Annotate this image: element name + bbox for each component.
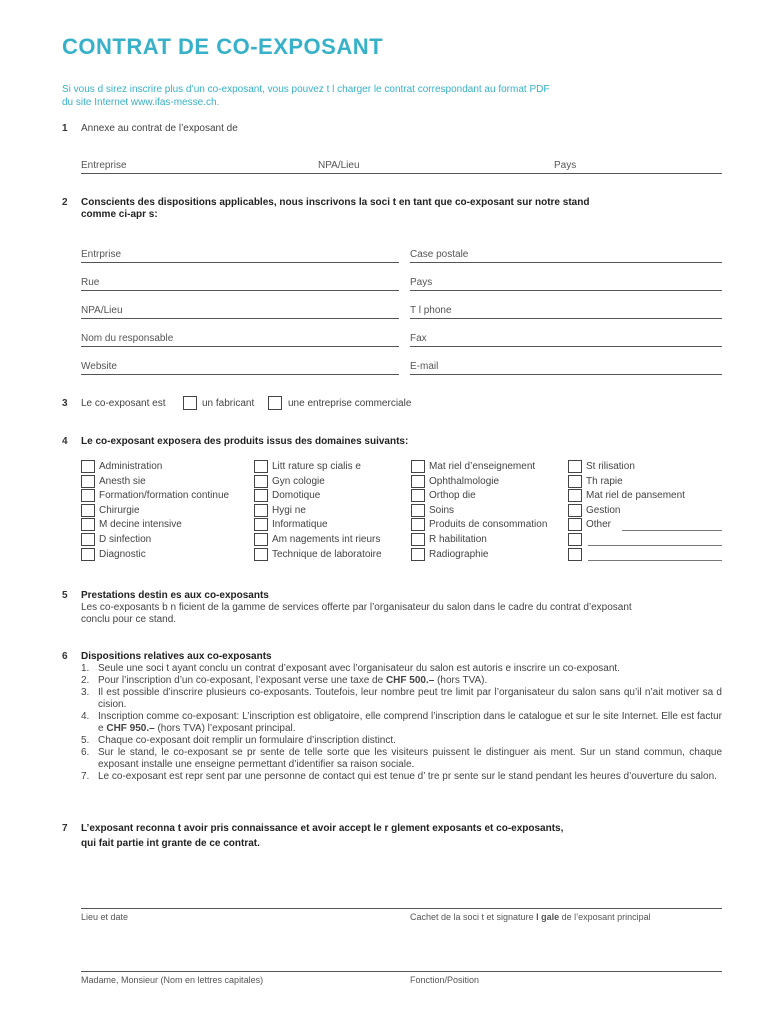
domain-label: St rilisation [586, 461, 635, 472]
domain-label: Informatique [272, 519, 328, 531]
field-case-postale-label: Case postale [410, 249, 469, 260]
section-2-heading [81, 197, 721, 221]
domain-checkbox[interactable] [254, 518, 268, 531]
other-field-line[interactable] [622, 530, 722, 531]
section-3-number: 3 [62, 398, 68, 409]
list-item-number: 4. [81, 711, 90, 722]
other-field-line[interactable] [588, 545, 722, 546]
nom-label: Madame, Monsieur (Nom en lettres capitales) [81, 975, 264, 985]
domain-label: Chirurgie [99, 504, 140, 516]
list-item [81, 771, 722, 783]
section-5-heading: Prestations destin es aux co-exposants [81, 590, 269, 601]
field-npa-label: NPA/Lieu [81, 305, 123, 316]
list-item-text-a: Le co-exposant est repr sent par une personne de contact qui est tenue d’ tre pr sente sur le stand pendant les heures d’ouverture du salon. [98, 771, 717, 782]
list-item [81, 675, 722, 687]
lieu-date-label: Lieu et date [81, 912, 129, 922]
field-entreprise-line[interactable] [81, 262, 399, 263]
list-item-text-c: (hors TVA). [434, 675, 488, 686]
domain-label: Th rapie [586, 475, 623, 487]
field-email-label: E-mail [410, 361, 439, 372]
domain-checkbox[interactable] [568, 460, 582, 473]
domain-checkbox[interactable] [568, 533, 582, 546]
section-2-heading-line-2: comme ci-apr s: [81, 209, 158, 220]
section-6-number: 6 [62, 651, 68, 662]
domain-label: Gyn cologie [272, 475, 325, 487]
section-4-heading: Le co-exposant exposera des produits issus des domaines suivants: [81, 436, 409, 447]
domain-checkbox[interactable] [411, 475, 425, 488]
section-7-line-2: qui fait partie int grante de ce contrat. [81, 838, 260, 849]
list-item-text [98, 663, 722, 675]
list-item-text [98, 711, 722, 735]
section-6-heading: Dispositions relatives aux co-exposants [81, 651, 272, 662]
field-email-line[interactable] [410, 374, 722, 375]
domain-label: D sinfection [99, 534, 152, 545]
section-4-number: 4 [62, 436, 68, 447]
list-item-emphasis: CHF 950.– [106, 723, 155, 734]
domain-checkbox[interactable] [81, 548, 95, 561]
list-item-number: 1. [81, 663, 90, 674]
domain-label: Gestion [586, 504, 621, 516]
section-5-body [81, 590, 726, 626]
intro-text [62, 83, 662, 109]
field-fax-line[interactable] [410, 346, 722, 347]
list-item-number: 3. [81, 687, 90, 698]
domain-label: Formation/formation continue [99, 490, 230, 502]
section-1-number: 1 [62, 123, 68, 134]
entreprise-commerciale-checkbox[interactable] [268, 396, 282, 410]
field-npa-line[interactable] [81, 318, 399, 319]
domain-label: M decine intensive [99, 519, 182, 531]
domain-checkbox[interactable] [81, 504, 95, 517]
list-item-text-a: Chaque co-exposant doit remplir un formulaire d’inscription distinct. [98, 735, 396, 746]
domain-label: Ophthalmologie [429, 475, 500, 487]
domain-checkbox[interactable] [81, 460, 95, 473]
domain-label: Technique de laboratoire [272, 548, 382, 560]
domain-label: Soins [429, 504, 455, 516]
fonction-label: Fonction/Position [410, 975, 480, 985]
entreprise-commerciale-label: une entreprise commerciale [288, 398, 412, 409]
list-item [81, 663, 722, 675]
section-1-field-line[interactable] [81, 173, 722, 174]
field-responsable-line[interactable] [81, 346, 399, 347]
domain-label: R habilitation [429, 534, 487, 545]
page-title: CONTRAT DE CO-EXPOSANT [62, 34, 384, 59]
section-7-number: 7 [62, 823, 68, 834]
domain-checkbox[interactable] [254, 460, 268, 473]
list-item-text-a: Seule une soci t ayant conclu un contrat d’exposant avec l’organisateur du salon est autoris e inscrire un co-exposant. [98, 663, 620, 674]
list-item [81, 747, 722, 771]
field-website-label: Website [81, 361, 117, 372]
intro-line-1: Si vous d sirez inscrire plus d’un co-exposant, vous pouvez t l charger le contrat correspondant au format PDF [62, 84, 550, 95]
signature-line-2[interactable] [81, 971, 722, 972]
domain-label: Litt rature sp cialis e [272, 461, 361, 472]
domain-label: Orthop die [429, 490, 476, 502]
domain-label: Domotique [272, 490, 321, 502]
domain-label: Diagnostic [99, 548, 146, 560]
list-item-text [98, 687, 722, 711]
domain-checkbox[interactable] [81, 518, 95, 531]
field-fax-label: Fax [410, 333, 427, 344]
domain-label: Radiographie [429, 548, 489, 560]
list-item-text-a: Il est possible d’inscrire plusieurs co-exposants. Toutefois, leur nombre peut tre limit par l’organisateur du salon sans qu’il n’ait motiver sa d cision. [98, 687, 722, 710]
section-3-label: Le co-exposant est [81, 398, 166, 409]
domain-label: Administration [99, 461, 163, 472]
domain-checkbox[interactable] [568, 475, 582, 488]
signature-line-1[interactable] [81, 908, 722, 909]
fabricant-label: un fabricant [202, 398, 255, 409]
list-item-number: 6. [81, 747, 90, 758]
field-rue-line[interactable] [81, 290, 399, 291]
intro-line-2: du site Internet www.ifas-messe.ch. [62, 97, 220, 108]
domain-checkbox[interactable] [81, 475, 95, 488]
list-item-number: 2. [81, 675, 90, 686]
domain-checkbox[interactable] [254, 548, 268, 561]
domain-checkbox[interactable] [254, 475, 268, 488]
list-item-text-c: (hors TVA) l’exposant principal. [154, 723, 296, 734]
domain-label: Anesth sie [99, 475, 146, 487]
list-item-text [98, 675, 722, 687]
list-item-text-a: Sur le stand, le co-exposant se pr sente de telle sorte que les visiteurs puissent le distinguer ais ment. Sur un stand commun, chaque exposant installe une enseigne permettant d’identifier sa raison sociale. [98, 747, 722, 770]
section-1-label: Annexe au contrat de l’exposant de [81, 123, 238, 134]
field-rue-label: Rue [81, 277, 100, 288]
domain-checkbox[interactable] [254, 504, 268, 517]
domain-checkbox[interactable] [411, 548, 425, 561]
field-telephone-label: T l phone [410, 305, 452, 316]
list-item [81, 711, 722, 735]
cachet-text-a: Cachet de la soci t et signature [410, 912, 537, 922]
field-responsable-label: Nom du responsable [81, 333, 174, 344]
section-7-text [81, 823, 721, 850]
domain-checkbox[interactable] [254, 533, 268, 546]
domain-checkbox[interactable] [254, 489, 268, 502]
domain-checkbox[interactable] [568, 548, 582, 561]
other-field-line[interactable] [588, 560, 722, 561]
domain-checkbox[interactable] [81, 489, 95, 502]
domain-checkbox[interactable] [411, 489, 425, 502]
cachet-text-c: de l’exposant principal [559, 912, 651, 922]
field-pays-line[interactable] [410, 290, 722, 291]
domain-checkbox[interactable] [411, 518, 425, 531]
section-5-line-1: Les co-exposants b n ficient de la gamme de services offerte par l’organisateur du salon dans le cadre du contrat d’exposant [81, 602, 632, 613]
domain-label: Produits de consommation [429, 519, 548, 531]
domain-checkbox[interactable] [568, 518, 582, 531]
list-item-text-a: Pour l’inscription d’un co-exposant, l’exposant verse une taxe de [98, 675, 386, 686]
section-2-heading-line-1: Conscients des dispositions applicables, nous inscrivons la soci t en tant que co-exposant sur notre stand [81, 197, 590, 208]
list-item [81, 735, 722, 747]
section-2-number: 2 [62, 197, 68, 208]
section-6-list [81, 663, 722, 783]
list-item [81, 687, 722, 711]
list-item-number: 7. [81, 771, 90, 782]
list-item-text-a: Inscription comme co-exposant: L’inscription est obligatoire, elle comprend l’inscription dans le catalogue et sur le site Internet. Elle est factur e [98, 711, 722, 734]
cachet-signature-label [410, 912, 651, 922]
field-pays-label: Pays [410, 277, 433, 288]
domain-checkbox[interactable] [568, 504, 582, 517]
section-5-number: 5 [62, 590, 68, 601]
domain-label: Hygi ne [272, 504, 306, 516]
section-5-line-2: conclu pour ce stand. [81, 614, 177, 625]
field-pays-label: Pays [554, 160, 577, 171]
field-npa-label: NPA/Lieu [318, 160, 360, 171]
cachet-text-b: l gale [536, 912, 560, 922]
domain-label: Other [586, 519, 612, 531]
field-entreprise-label: Entrprise [81, 249, 122, 260]
field-telephone-line[interactable] [410, 318, 722, 319]
list-item-emphasis: CHF 500.– [385, 675, 435, 686]
domain-checkbox[interactable] [568, 489, 582, 502]
list-item-number: 5. [81, 735, 90, 746]
domain-checkbox[interactable] [81, 533, 95, 546]
domain-label: Mat riel de pansement [586, 490, 685, 502]
list-item-text [98, 771, 722, 783]
domain-label: Am nagements int rieurs [272, 534, 381, 545]
list-item-text [98, 735, 722, 747]
field-website-line[interactable] [81, 374, 399, 375]
domain-checkbox[interactable] [411, 460, 425, 473]
domain-checkbox[interactable] [411, 504, 425, 517]
fabricant-checkbox[interactable] [183, 396, 197, 410]
field-case-postale-line[interactable] [410, 262, 722, 263]
domain-label: Mat riel d’enseignement [429, 461, 536, 472]
list-item-text [98, 747, 722, 771]
section-7-line-1: L’exposant reconna t avoir pris connaissance et avoir accept le r glement exposants et co-exposants, [81, 823, 564, 834]
domain-checkbox[interactable] [411, 533, 425, 546]
field-entreprise-label: Entreprise [81, 160, 127, 171]
